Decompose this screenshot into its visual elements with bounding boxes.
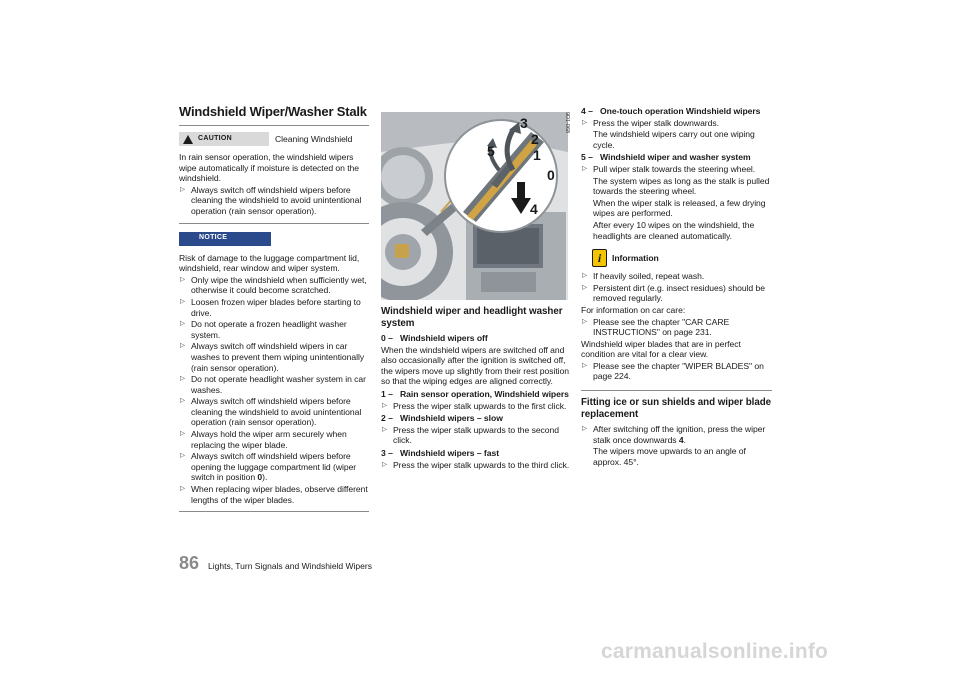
caution-header: [179, 132, 369, 146]
wiper-stalk-illustration: [381, 112, 568, 300]
info-bullet: ▷ If heavily soiled, repeat wash.: [581, 271, 772, 282]
item-text: When the wiper stalk is released, a few drying wipes are performed.: [593, 197, 766, 219]
column-right: [581, 106, 772, 468]
notice-bullet: ▷ When replacing wiper blades, observe different lengths of the wiper blades.: [179, 484, 369, 505]
figure-label: 0: [547, 167, 555, 183]
information-label: Information: [612, 252, 659, 263]
care-text: For information on car care:: [581, 304, 686, 315]
fitting-text: The wipers move upwards to an angle of approx. 45°.: [593, 446, 746, 467]
item-heading: 0 – Windshield wipers off: [381, 333, 488, 343]
caution-topic: Cleaning Windshield: [275, 133, 353, 144]
notice-bullet: ▷ Only wipe the windshield when sufficiently wet, otherwise it could become scratched.: [179, 275, 369, 296]
item-heading: 5 – Windshield wiper and washer system: [581, 152, 751, 163]
notice-bullet: ▷ Do not operate headlight washer system in car washes.: [179, 374, 369, 395]
watermark: carmanualsonline.info: [601, 640, 829, 663]
dashboard-drawing: [381, 112, 568, 300]
section-title: Windshield wiper and headlight washer system: [381, 306, 563, 329]
item-bullet: ▷ Press the wiper stalk upwards to the second click.: [381, 425, 570, 446]
figure-label: 4: [530, 201, 538, 217]
notice-text: Risk of damage to the luggage compartment lid, windshield, rear window and wiper system.: [179, 252, 360, 274]
fitting-bullet: ▷ After switching off the ignition, press the wiper stalk once downwards 4.: [581, 424, 772, 445]
figure-label: 1: [533, 147, 541, 163]
notice-block: [179, 253, 369, 513]
notice-bullet: ▷ Always hold the wiper arm securely when replacing the wiper blade.: [179, 429, 369, 450]
item-heading: 1 – Rain sensor operation, Windshield wipers: [381, 388, 569, 399]
figure-label: 3: [520, 115, 528, 131]
figure-label: 5: [487, 143, 495, 159]
item-text: When the windshield wipers are switched off and also occasionally after the ignition is switched off, the wipers move up slightly from their rest position so that the wiping edges are aligned correctly.: [381, 344, 569, 387]
item-heading: 2 – Windshield wipers – slow: [381, 413, 503, 424]
figure-code: 9D1-068: [564, 112, 570, 134]
notice-badge: NOTICE: [179, 232, 271, 246]
page-footer: [179, 553, 372, 574]
information-icon: i: [592, 249, 607, 267]
warning-triangle-icon: [183, 135, 193, 144]
subsection-title: Fitting ice or sun shields and wiper blade replacement: [581, 397, 772, 420]
notice-bullet: ▷ Loosen frozen wiper blades before starting to drive.: [179, 297, 369, 318]
info-bullet: ▷ Persistent dirt (e.g. insect residues) should be removed regularly.: [581, 283, 772, 304]
care-bullet: ▷ Please see the chapter "CAR CARE INSTRUCTIONS" on page 231.: [581, 317, 772, 338]
column-left: [179, 104, 369, 518]
caution-text: In rain sensor operation, the windshield wipers wipe automatically if moisture is detected on the windshield.: [179, 152, 360, 184]
notice-bullet: ▷ Always switch off windshield wipers before cleaning the windshield to avoid unintentional operation (rain sensor operation).: [179, 396, 369, 428]
notice-bullet: ▷ Do not operate a frozen headlight washer system.: [179, 319, 369, 340]
caution-block: [179, 152, 369, 224]
notice-bullet: ▷ Always switch off windshield wipers in car washes to prevent them wiping unintentionally (rain sensor operation).: [179, 341, 369, 373]
blades-text: Windshield wiper blades that are in perfect condition are vital for a clear view.: [581, 338, 741, 360]
information-header: [581, 249, 772, 267]
item-bullet: ▷ Press the wiper stalk upwards to the first click.: [381, 401, 570, 412]
caution-label: CAUTION: [198, 134, 232, 142]
section-title: Windshield Wiper/Washer Stalk: [179, 104, 367, 119]
item-text: The system wipes as long as the stalk is pulled towards the steering wheel.: [593, 175, 770, 197]
item-bullet: ▷ Press the wiper stalk downwards.: [581, 118, 772, 129]
item-heading: 3 – Windshield wipers – fast: [381, 447, 500, 458]
chapter-title: Lights, Turn Signals and Windshield Wipers: [208, 561, 372, 571]
page-number: 86: [179, 553, 200, 573]
caution-badge: [179, 132, 269, 146]
blades-bullet: ▷ Please see the chapter "WIPER BLADES" on page 224.: [581, 361, 772, 382]
column-middle: [381, 306, 570, 471]
item-bullet: ▷ Press the wiper stalk upwards to the third click.: [381, 460, 570, 471]
item-text: After every 10 wipes on the windshield, the headlights are cleaned automatically.: [593, 219, 755, 241]
figure-label: 2: [531, 131, 539, 147]
caution-bullet: ▷ Always switch off windshield wipers before cleaning the windshield to avoid unintentional operation (rain sensor operation).: [179, 185, 369, 217]
divider: [179, 125, 369, 126]
info-block-end: [581, 361, 772, 391]
item-heading: 4 – One-touch operation Windshield wipers: [581, 106, 761, 116]
item-bullet: ▷ Pull wiper stalk towards the steering wheel.: [581, 164, 772, 175]
notice-bullet: ▷ Always switch off windshield wipers before opening the luggage compartment lid (wiper switch in position 0).: [179, 451, 369, 483]
item-text: The windshield wipers carry out one wiping cycle.: [593, 129, 755, 150]
